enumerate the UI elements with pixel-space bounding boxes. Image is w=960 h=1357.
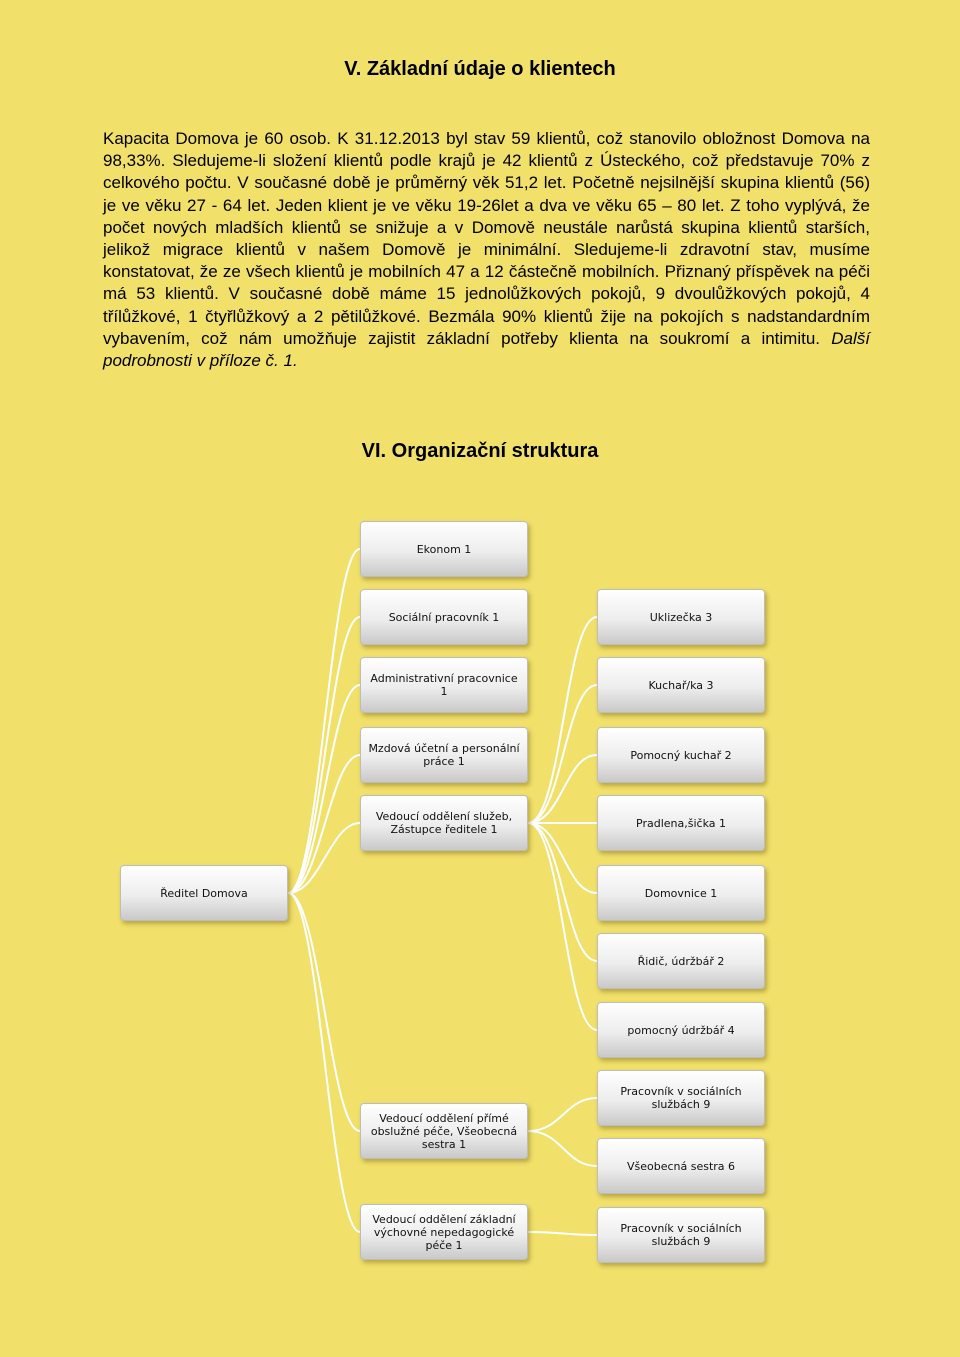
org-node-pradlena: Pradlena,šička 1: [597, 795, 765, 851]
clients-paragraph-text: Kapacita Domova je 60 osob. K 31.12.2013 byl stav 59 klientů, což stanovilo obložnost Domova na 98,33%. Sledujeme-li složení klientů podle krajů je 42 klientů z Ústeckého, což představuje 70% z celkového počtu. V současné době je průměrný věk 51,2 let. Početně nejsilnější skupina klientů (56) je ve věku 27 - 64 let. Jeden klient je ve věku 19-26let a dva ve věku 65 – 80 let. Z toho vyplývá, že počet nových mladších klientů se snižuje a v Domově neustále narůstá skupina klientů starších, jelikož migrace klientů v našem Domově je minimální. Sledujeme-li zdravotní stav, musíme konstatovat, že ze všech klientů je mobilních 47 a 12 částečně mobilních. Přiznaný příspěvek na péči má 53 klientů. V současné době máme 15 jednolůžkových pokojů, 9 dvoulůžkových pokojů, 4 třílůžkové, 1 čtyřlůžkový a 2 pětilůžkové. Bezmála 90% klientů žije na pokojích s nadstandardním vybavením, což nám umožňuje zajistit základní potřeby klienta na soukromí a intimitu.: [103, 129, 870, 348]
org-node-kuchar: Kuchař/ka 3: [597, 657, 765, 713]
connector-vychova-to-pracovnik: [528, 1232, 597, 1235]
connector-sluzby-to-kuchar: [528, 685, 597, 823]
org-node-pomocny-udrzbar: pomocný údržbář 4: [597, 1002, 765, 1058]
connector-root-to-vychova: [288, 893, 360, 1232]
connector-pece-to-sestra: [528, 1131, 597, 1166]
org-node-vseobecna-sestra: Všeobecná sestra 6: [597, 1138, 765, 1194]
org-node-reditel: Ředitel Domova: [120, 865, 288, 921]
connector-root-to-ekonom: [288, 549, 360, 893]
org-node-socialni-pracovnik: Sociální pracovník 1: [360, 589, 528, 645]
clients-paragraph: [103, 128, 870, 372]
org-node-vedouci-prime-pece: Vedoucí oddělení přímé obslužné péče, Všeobecná sestra 1: [360, 1103, 528, 1159]
org-node-domovnice: Domovnice 1: [597, 865, 765, 921]
connector-sluzby-to-ridic: [528, 823, 597, 961]
connector-sluzby-to-pomocny-kuchar: [528, 755, 597, 823]
org-node-ridic-udrzbar: Řidič, údržbář 2: [597, 933, 765, 989]
section-heading-clients: V. Základní údaje o klientech: [344, 58, 616, 80]
connector-pece-to-pracovnik: [528, 1098, 597, 1131]
connector-root-to-pece: [288, 893, 360, 1131]
org-node-pracovnik-soc-sluzby-vychova: Pracovník v sociálních službách 9: [597, 1207, 765, 1263]
connector-sluzby-to-domovnice: [528, 823, 597, 893]
org-node-pomocny-kuchar: Pomocný kuchař 2: [597, 727, 765, 783]
org-node-vedouci-sluzeb: Vedoucí oddělení služeb, Zástupce ředitele 1: [360, 795, 528, 851]
org-node-uklizecka: Uklizečka 3: [597, 589, 765, 645]
org-node-vedouci-vychovne-pece: Vedoucí oddělení základní výchovné nepedagogické péče 1: [360, 1204, 528, 1260]
org-node-administrativni-pracovnice: Administrativní pracovnice 1: [360, 657, 528, 713]
connector-root-to-socialni: [288, 617, 360, 893]
appendix-reference: Další podrobnosti v příloze č. 1.: [103, 328, 870, 371]
section-heading-structure: VI. Organizační struktura: [361, 440, 599, 462]
connector-root-to-mzdova: [288, 755, 360, 893]
org-node-pracovnik-soc-sluzby-pece: Pracovník v sociálních službách 9: [597, 1070, 765, 1126]
connector-sluzby-to-pomocny-udrzbar: [528, 823, 597, 1030]
org-node-mzdova-ucetni: Mzdová účetní a personální práce 1: [360, 727, 528, 783]
connector-root-to-administrativni: [288, 685, 360, 893]
org-node-ekonom: Ekonom 1: [360, 521, 528, 577]
